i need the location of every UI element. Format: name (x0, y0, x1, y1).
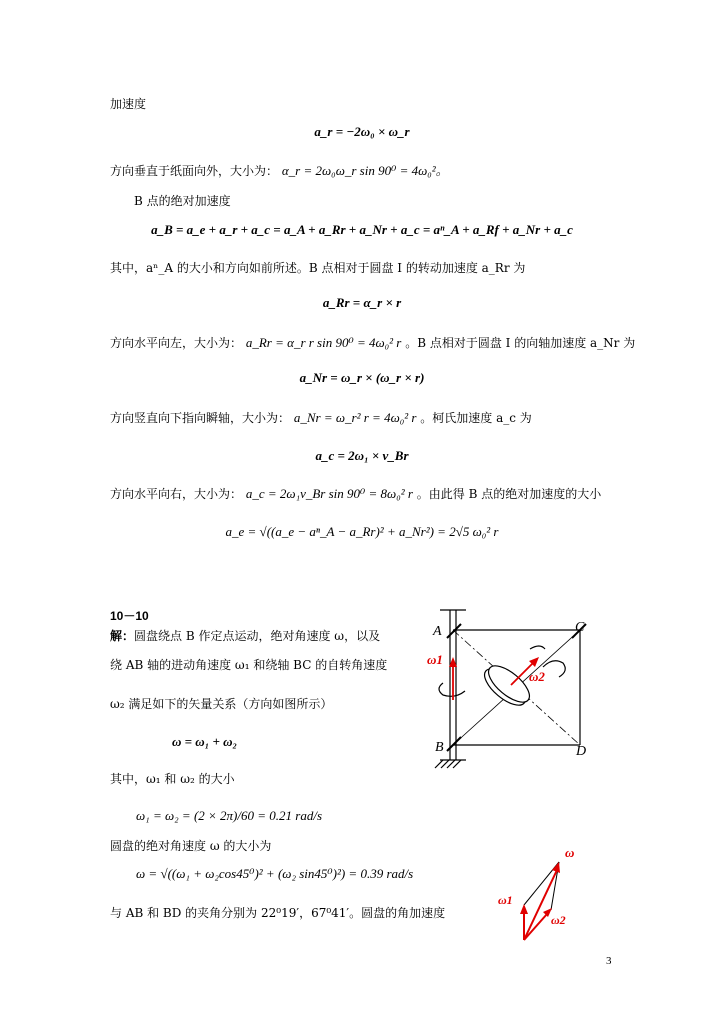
dir-right-text: 方向水平向右，大小为： (110, 487, 243, 501)
page-number: 3 (606, 955, 612, 967)
solution-label: 解： (110, 629, 135, 643)
vec-omega1: ω1 (498, 893, 513, 907)
equation-omega: ω = ω₁ + ω₂ (172, 734, 238, 749)
solution-line-1 (110, 628, 380, 644)
dir-down-text: 方向竖直向下指向瞬轴，大小为： (110, 411, 291, 425)
equation-final: a_e = √((a_e − aⁿ_A − a_Rr)² + a_Nr²) = 2√5 ω₀² r (225, 524, 499, 539)
angles-text: 与 AB 和 BD 的夹角分别为 22⁰19′，67⁰41′。圆盘的角加速度 (110, 906, 446, 920)
where-1: 其中，aⁿ_A 的大小和方向如前所述。B 点相对于圆盘 I 的转动加速度 a_Rr 为 (110, 261, 526, 275)
b-abs-label: B 点的绝对加速度 (134, 194, 231, 208)
equation-w1w2: ω₁ = ω₂ = (2 × 2π)/60 = 0.21 rad/s (136, 808, 322, 823)
label-omega2: ω2 (529, 669, 545, 684)
equation-ar: a_r = −2ω₀ × ω_r (314, 124, 410, 139)
text-direction-down (110, 410, 532, 426)
label-a: A (433, 624, 442, 639)
equation-ac: a_c = 2ω₁ × v_Br (315, 448, 409, 463)
vec-omega: ω (565, 845, 575, 860)
where-2: 其中，ω₁ 和 ω₂ 的大小 (110, 772, 235, 786)
solution-line-2: 绕 AB 轴的进动角速度 ω₁ 和绕轴 BC 的自转角速度 (110, 658, 388, 672)
solution-line-3: ω₂ 满足如下的矢量关系（方向如图所示） (110, 697, 333, 711)
dir-left-text: 方向水平向左，大小为： (110, 336, 243, 350)
text-direction-left (110, 335, 635, 351)
dir-down-tail: 。柯氏加速度 a_c 为 (420, 411, 532, 425)
accel-label: 加速度 (110, 97, 147, 111)
disk-abs-label: 圆盘的绝对角速度 ω 的大小为 (110, 839, 272, 853)
text-direction-perp (110, 163, 449, 179)
text-direction-right (110, 486, 601, 502)
vec-omega2: ω2 (551, 913, 566, 927)
equation-anr: a_Nr = ω_r × (ω_r × r) (299, 370, 425, 385)
dir-left-tail: 。B 点相对于圆盘 I 的向轴加速度 a_Nr 为 (405, 336, 636, 350)
equation-anr-mag: a_Nr = ω_r² r = 4ω₀² r (293, 410, 417, 425)
dir-perp-text: 方向垂直于纸面向外，大小为： (110, 164, 279, 178)
solution-text-1: 圆盘绕点 B 作定点运动，绝对角速度 ω，以及 (134, 629, 381, 643)
label-c: C (575, 620, 585, 635)
equation-ac-mag: a_c = 2ω₁v_Br sin 90⁰ = 8ω₀² r (245, 486, 413, 501)
problem-number: 10－10 (110, 609, 149, 623)
equation-arr-mag: a_Rr = α_r r sin 90⁰ = 4ω₀² r (245, 335, 402, 350)
mechanism-figure (425, 605, 605, 775)
equation-wmag: ω = √((ω₁ + ω₂cos45⁰)² + (ω₂ sin45⁰)²) = 0.39 rad/s (136, 866, 414, 881)
dir-right-tail: 。由此得 B 点的绝对加速度的大小 (416, 487, 602, 501)
label-omega1: ω1 (427, 652, 443, 667)
label-d: D (576, 744, 587, 759)
label-b: B (435, 740, 444, 755)
equation-arr: a_Rr = α_r × r (322, 295, 402, 310)
equation-ar-mag: α_r = 2ω₀ω_r sin 90⁰ = 4ω₀²。 (281, 163, 449, 178)
vector-figure (495, 840, 585, 945)
equation-ab: a_B = a_e + a_r + a_c = a_A + a_Rr + a_Nr + a_c = aⁿ_A + a_Rf + a_Nr + a_c (151, 222, 573, 237)
